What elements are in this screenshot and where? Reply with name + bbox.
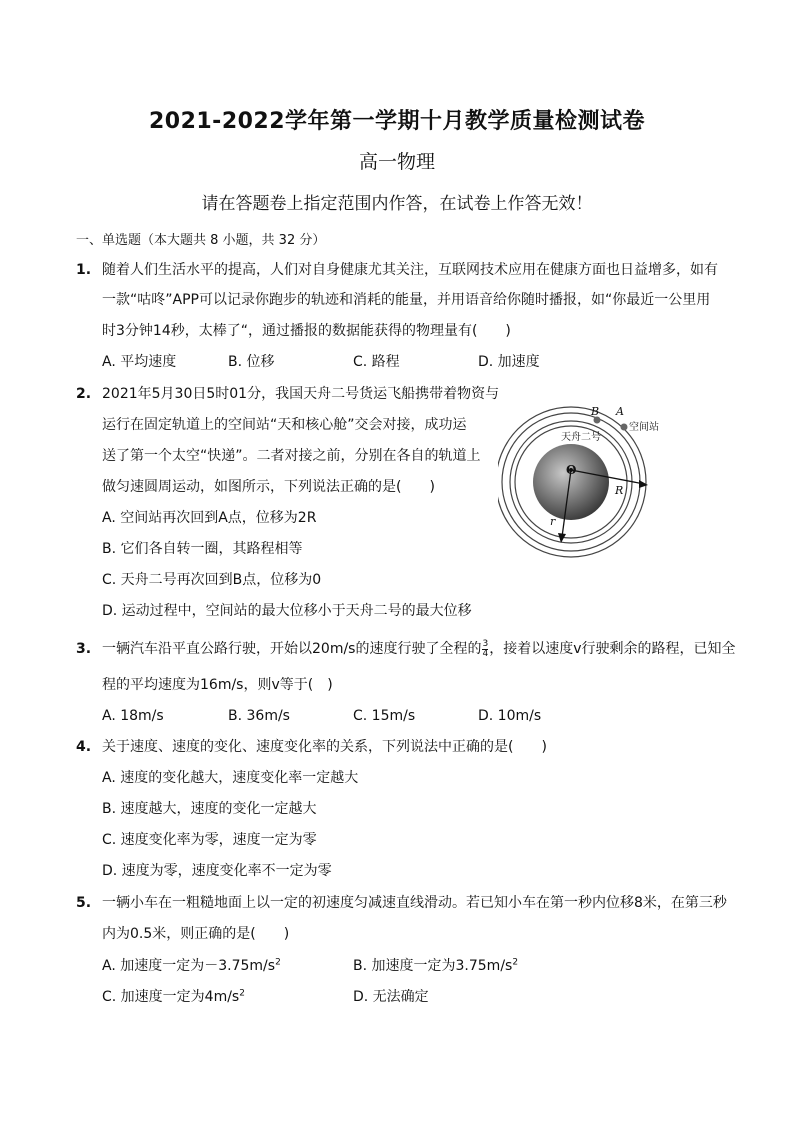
question-5-line-2: 内为0.5米，则正确的是( ) (102, 926, 290, 942)
fraction-denominator: 4 (482, 648, 489, 659)
question-2-line-3: 送了第一个太空“快递”。二者对接之前，分别在各自的轨道上 (102, 448, 481, 464)
question-1-line-1: 随着人们生活水平的提高，人们对自身健康尤其关注，互联网技术应用在健康方面也日益增多，如有 (102, 262, 718, 278)
question-2-option-c: C. 天舟二号再次回到B点，位移为0 (102, 572, 322, 588)
question-3-line-2: 程的平均速度为16m/s，则v等于( ) (102, 677, 333, 693)
question-3-line-1-part-a: 一辆汽车沿平直公路行驶，开始以20m/s的速度行驶了全程的 (102, 641, 482, 657)
fraction-numerator: 3 (482, 638, 489, 649)
question-3-option-d: D. 10m/s (478, 708, 542, 724)
question-5-option-c-text: C. 加速度一定为4m/s (102, 989, 240, 1005)
exam-notice: 请在答题卷上指定范围内作答，在试卷上作答无效！ (201, 194, 593, 214)
question-1-line-3: 时3分钟14秒，太棒了“，通过播报的数据能获得的物理量有( ) (102, 323, 511, 339)
question-5-option-d: D. 无法确定 (353, 989, 429, 1005)
question-2-number: 2. (76, 386, 92, 402)
question-5-option-b-text: B. 加速度一定为3.75m/s (353, 958, 513, 974)
question-1-option-c: C. 路程 (353, 354, 400, 370)
label-b: B (591, 405, 600, 418)
orbit-diagram (498, 398, 674, 564)
fraction-three-quarters (482, 640, 488, 659)
question-5-option-b (353, 956, 518, 976)
exponent-a: 2 (275, 957, 281, 968)
question-5-option-c (102, 987, 245, 1007)
question-4-line: 关于速度、速度的变化、速度变化率的关系，下列说法中正确的是( ) (102, 739, 547, 755)
question-2-line-1: 2021年5月30日5时01分，我国天舟二号货运飞船携带着物资与 (102, 386, 500, 402)
question-4-option-c: C. 速度变化率为零，速度一定为零 (102, 832, 317, 848)
label-big-r: R (615, 484, 624, 497)
question-4-option-a: A. 速度的变化越大，速度变化率一定越大 (102, 770, 359, 786)
question-1-number: 1. (76, 262, 92, 278)
question-2-option-a: A. 空间站再次回到A点，位移为2R (102, 510, 317, 526)
question-3-option-b: B. 36m/s (228, 708, 290, 724)
question-5-option-a (102, 956, 281, 976)
question-3-line-1-part-b: ，接着以速度v行驶剩余的路程，已知全 (489, 641, 736, 657)
exam-subject: 高一物理 (358, 151, 435, 173)
question-5-option-a-text: A. 加速度一定为－3.75m/s (102, 958, 276, 974)
question-5-line-1: 一辆小车在一粗糙地面上以一定的初速度匀减速直线滑动。若已知小车在第一秒内位移8米，在第三秒 (102, 895, 727, 911)
question-1-option-b: B. 位移 (228, 354, 275, 370)
question-4-option-b: B. 速度越大，速度的变化一定越大 (102, 801, 317, 817)
question-4-option-d: D. 速度为零，速度变化率不一定为零 (102, 863, 332, 879)
question-1-line-2: 一款“咕咚”APP可以记录你跑步的轨迹和消耗的能量，并用语音给你随时播报，如“你最近一公里用 (102, 292, 711, 308)
exam-title: 2021-2022学年第一学期十月教学质量检测试卷 (148, 109, 646, 134)
question-1-option-d: D. 加速度 (478, 354, 540, 370)
question-3-number: 3. (76, 641, 92, 657)
label-tianzhou-2: 天舟二号 (561, 432, 601, 443)
question-3-option-a: A. 18m/s (102, 708, 164, 724)
question-1-option-a: A. 平均速度 (102, 354, 177, 370)
label-a: A (616, 405, 624, 418)
question-2-option-d: D. 运动过程中，空间站的最大位移小于天舟二号的最大位移 (102, 603, 472, 619)
exponent-b: 2 (512, 957, 519, 968)
label-o: O (566, 463, 577, 477)
question-2-option-b: B. 它们各自转一圈，其路程相等 (102, 541, 303, 557)
question-3-line-1 (102, 639, 736, 659)
question-5-number: 5. (76, 895, 92, 911)
earth-globe (533, 444, 609, 520)
question-4-number: 4. (76, 739, 92, 755)
label-space-station: 空间站 (629, 422, 659, 433)
station-marker (621, 424, 628, 431)
question-2-line-2: 运行在固定轨道上的空间站“天和核心舱”交会对接，成功运 (102, 417, 467, 433)
label-small-r: r (550, 515, 556, 528)
question-3-option-c: C. 15m/s (353, 708, 416, 724)
exponent-c: 2 (239, 988, 245, 999)
section-heading: 一、单选题（本大题共 8 小题，共 32 分） (76, 233, 326, 248)
arrow-head-big-r (639, 480, 648, 488)
question-2-line-4: 做匀速圆周运动，如图所示，下列说法正确的是( ) (102, 479, 435, 495)
